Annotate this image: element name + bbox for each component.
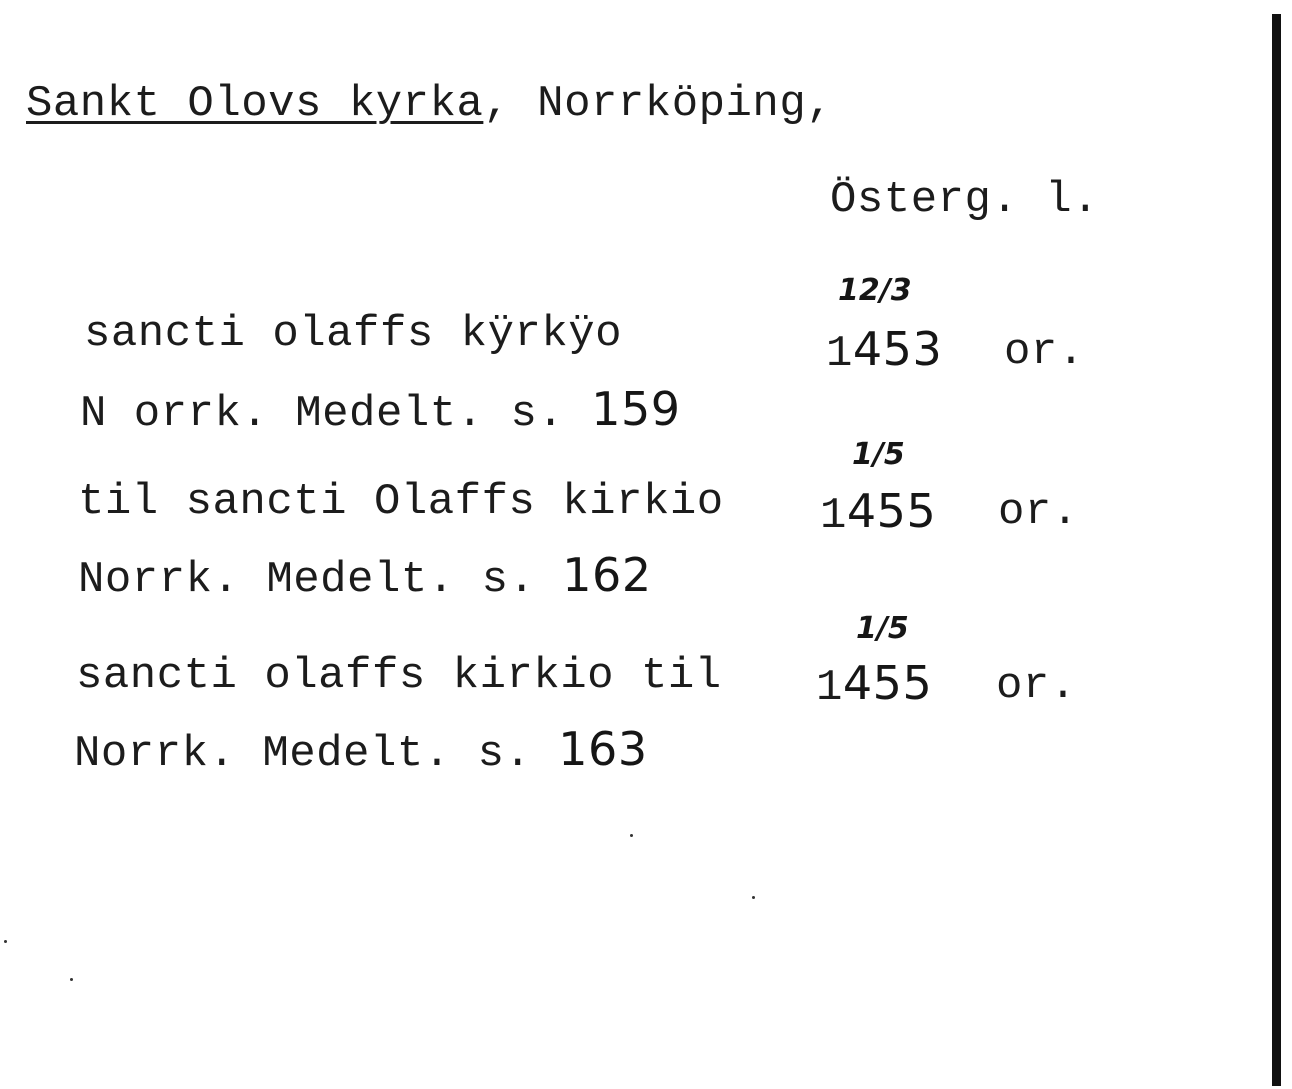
entry-date: 1/5 [852, 437, 905, 472]
card-heading [26, 79, 834, 129]
year-typed-digit: 1 [816, 663, 843, 713]
source-text: Norrk. Medelt. s. [78, 555, 536, 605]
source-page: 163 [558, 722, 648, 776]
scan-speck [70, 978, 73, 981]
source-text: N orrk. Medelt. s. [80, 389, 565, 439]
entry-year [826, 322, 943, 379]
card-edge-shadow [1272, 14, 1281, 1086]
source-page: 159 [591, 382, 681, 436]
source-text: Norrk. Medelt. s. [74, 729, 532, 779]
entry-source [74, 722, 648, 779]
entry-form: sancti olaffs kÿrkÿo [84, 309, 623, 359]
year-typed-digit: 1 [826, 329, 853, 379]
scan-speck [630, 834, 633, 837]
entry-source [80, 382, 681, 439]
region-label: Österg. l. [830, 175, 1100, 225]
entry-form: til sancti Olaffs kirkio [78, 477, 724, 527]
year-handwritten-digits: 453 [852, 322, 943, 376]
entry-form: sancti olaffs kirkio til [76, 651, 722, 701]
entry-year [820, 484, 937, 541]
entry-qualifier: or. [1004, 327, 1085, 377]
church-name: Sankt Olovs kyrka [26, 79, 484, 129]
entry-qualifier: or. [996, 661, 1077, 711]
year-handwritten-digits: 455 [842, 656, 933, 710]
town-name: , Norrköping, [483, 79, 834, 129]
entry-source [78, 548, 652, 605]
entry-date: 1/5 [856, 611, 909, 646]
entry-date: 12/3 [838, 273, 912, 308]
year-typed-digit: 1 [820, 491, 847, 541]
year-handwritten-digits: 455 [846, 484, 937, 538]
scan-speck [752, 896, 755, 899]
entry-year [816, 656, 933, 713]
source-page: 162 [562, 548, 652, 602]
scan-speck [4, 940, 7, 943]
entry-qualifier: or. [998, 487, 1079, 537]
